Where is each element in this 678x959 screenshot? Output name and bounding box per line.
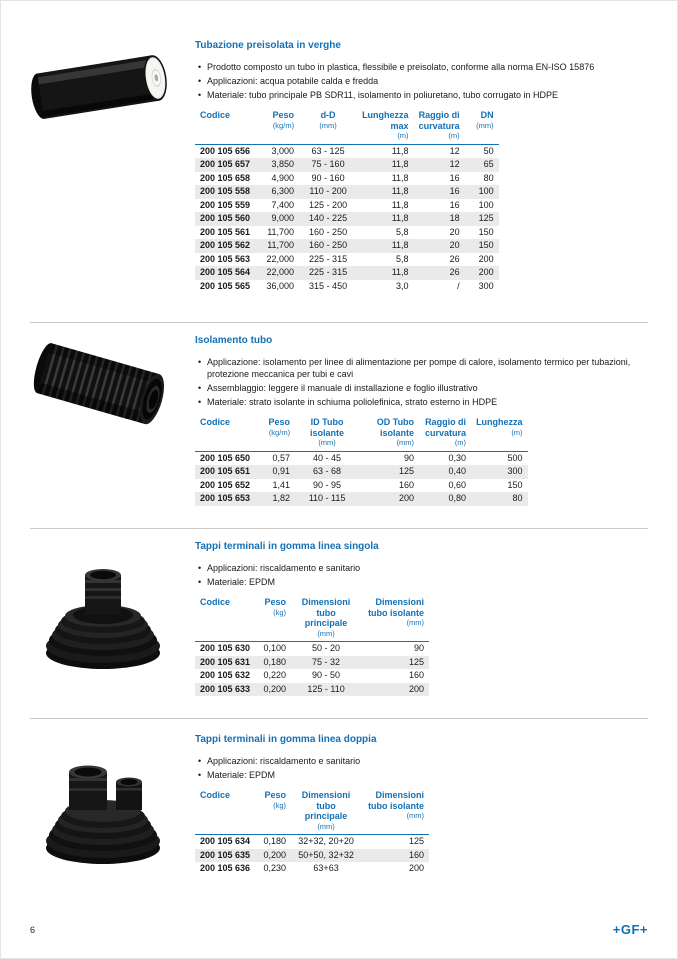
spec-table-insulation-tube — [195, 417, 528, 506]
column-header: Lunghezza (m) — [471, 417, 528, 451]
data-cell: 0,180 — [263, 656, 287, 667]
data-cell: 3,0 — [396, 280, 409, 291]
data-cell: 300 — [478, 280, 494, 291]
data-cell: 63 - 68 — [313, 466, 342, 476]
column-header: Peso (kg/m) — [255, 110, 299, 144]
data-cell: 63+63 — [313, 863, 339, 873]
section-title: Tubazione preisolata in verghe — [195, 40, 341, 51]
data-cell: 5,8 — [396, 226, 409, 237]
data-cell: / — [457, 280, 460, 291]
codice-cell: 200 105 634 — [200, 836, 251, 846]
codice-cell: 200 105 636 — [200, 863, 251, 873]
bullet-list — [195, 61, 635, 101]
data-cell: 26 — [449, 253, 460, 264]
data-cell: 6,300 — [271, 186, 295, 196]
table-row — [195, 683, 429, 697]
column-header: ID Tubo isolante (mm) — [295, 417, 359, 451]
data-cell: 32+32, 20+20 — [298, 836, 354, 846]
data-cell: 50 — [483, 145, 494, 156]
product-photo-end-cap-single — [36, 553, 171, 673]
product-photo-preinsulated-pipe — [28, 46, 183, 126]
data-cell: 0,100 — [263, 643, 287, 653]
table-row — [195, 158, 499, 172]
data-cell: 40 - 45 — [313, 452, 342, 463]
bullet-item: • Materiale: tubo principale PB SDR11, isolamento in poliuretano, tubo corrugato in HDPE — [207, 89, 635, 101]
table-row — [195, 479, 528, 493]
bullet-item: • Applicazioni: acqua potabile calda e fredda — [207, 75, 635, 87]
data-cell: 100 — [478, 186, 494, 196]
product-photo-insulation-tube — [28, 341, 178, 429]
data-cell: 11,8 — [391, 240, 409, 250]
table-row — [195, 862, 429, 876]
data-cell: 18 — [449, 213, 460, 223]
data-cell: 125 — [409, 836, 425, 846]
preinsulated-pipe-illustration — [28, 46, 183, 126]
codice-cell: 200 105 635 — [200, 849, 251, 860]
column-header: Peso (kg) — [255, 790, 291, 835]
data-cell: 11,8 — [391, 199, 409, 210]
column-header: Dimensioni tubo isolante (mm) — [361, 790, 429, 835]
data-cell: 125 — [478, 213, 494, 223]
data-cell: 200 — [478, 267, 494, 277]
product-photo-end-cap-double — [36, 748, 171, 868]
data-cell: 200 — [409, 683, 425, 694]
column-header: d-D (mm) — [299, 110, 357, 144]
section-title: Tappi terminali in gomma linea doppia — [195, 734, 377, 745]
data-cell: 50+50, 32+32 — [298, 849, 354, 860]
section-title: Tappi terminali in gomma linea singola — [195, 541, 379, 552]
gf-logo: +GF+ — [612, 922, 648, 937]
data-cell: 50 - 20 — [312, 643, 341, 653]
codice-cell: 200 105 633 — [200, 683, 251, 694]
table-row — [195, 226, 499, 240]
codice-cell: 200 105 651 — [200, 466, 251, 476]
data-cell: 90 - 95 — [313, 479, 342, 490]
codice-cell: 200 105 565 — [200, 280, 251, 291]
data-cell: 140 - 225 — [309, 213, 348, 223]
data-cell: 90 — [404, 452, 415, 463]
column-header: Dimensioni tubo isolante (mm) — [361, 597, 429, 642]
data-cell: 12 — [449, 145, 460, 156]
table-row — [195, 492, 528, 506]
data-cell: 0,230 — [263, 863, 287, 873]
data-cell: 0,30 — [448, 452, 467, 463]
data-cell: 9,000 — [271, 213, 295, 223]
data-cell: 80 — [512, 493, 523, 503]
data-cell: 11,700 — [267, 240, 295, 250]
data-cell: 22,000 — [266, 253, 295, 264]
data-cell: 16 — [449, 186, 460, 196]
data-cell: 65 — [483, 159, 494, 169]
data-cell: 0,200 — [263, 683, 287, 694]
data-cell: 100 — [478, 199, 494, 210]
data-cell: 500 — [507, 452, 523, 463]
data-cell: 0,180 — [263, 836, 287, 846]
column-header: Peso (kg/m) — [255, 417, 295, 451]
bullet-item: • Materiale: EPDM — [207, 576, 635, 588]
data-cell: 0,40 — [448, 466, 467, 476]
data-cell: 150 — [478, 226, 494, 237]
table-row — [195, 849, 429, 863]
codice-cell: 200 105 562 — [200, 240, 251, 250]
column-header: Raggio di curvatura (m) — [414, 110, 465, 144]
bullet-item: • Applicazioni: riscaldamento e sanitario — [207, 755, 635, 767]
data-cell: 125 - 200 — [309, 199, 348, 210]
data-cell: 0,57 — [272, 452, 291, 463]
codice-cell: 200 105 560 — [200, 213, 251, 223]
data-cell: 160 - 250 — [309, 226, 348, 237]
codice-cell: 200 105 652 — [200, 479, 251, 490]
spec-table-end-cap-double — [195, 790, 429, 876]
data-cell: 16 — [449, 199, 460, 210]
data-cell: 160 — [409, 670, 425, 680]
column-header: Codice — [195, 790, 255, 835]
table-row — [195, 239, 499, 253]
data-cell: 1,41 — [272, 479, 291, 490]
end-cap-double-illustration — [36, 748, 171, 868]
bullet-item: • Applicazioni: riscaldamento e sanitario — [207, 562, 635, 574]
data-cell: 11,8 — [391, 213, 409, 223]
table-row — [195, 280, 499, 294]
header-row — [195, 110, 499, 144]
data-cell: 1,82 — [272, 493, 291, 503]
codice-cell: 200 105 631 — [200, 656, 251, 667]
column-header: Codice — [195, 110, 255, 144]
codice-cell: 200 105 559 — [200, 199, 251, 210]
codice-cell: 200 105 630 — [200, 643, 251, 653]
column-header: Raggio di curvatura (m) — [419, 417, 471, 451]
data-cell: 75 - 32 — [312, 656, 341, 667]
codice-cell: 200 105 558 — [200, 186, 251, 196]
codice-cell: 200 105 658 — [200, 172, 251, 183]
data-cell: 0,80 — [448, 493, 467, 503]
page-number: 6 — [30, 925, 36, 935]
data-cell: 110 - 115 — [308, 493, 346, 503]
data-cell: 125 - 110 — [307, 683, 345, 694]
data-cell: 11,8 — [391, 172, 409, 183]
data-cell: 125 — [399, 466, 415, 476]
data-cell: 200 — [409, 863, 425, 873]
table-row — [195, 266, 499, 280]
data-cell: 11,8 — [391, 159, 409, 169]
data-cell: 20 — [449, 226, 460, 237]
column-header: Dimensioni tubo principale (mm) — [291, 790, 361, 835]
data-cell: 110 - 200 — [309, 186, 347, 196]
data-cell: 7,400 — [271, 199, 295, 210]
data-cell: 26 — [449, 267, 460, 277]
data-cell: 90 — [414, 643, 425, 653]
spec-table-preinsulated-pipe — [195, 110, 499, 293]
table-row — [195, 144, 499, 158]
data-cell: 75 - 160 — [311, 159, 345, 169]
data-cell: 225 - 315 — [309, 267, 348, 277]
data-cell: 160 - 250 — [309, 240, 348, 250]
data-cell: 12 — [449, 159, 460, 169]
table-row — [195, 199, 499, 213]
data-cell: 0,200 — [263, 849, 287, 860]
table-row — [195, 465, 528, 479]
insulation-tube-illustration — [28, 341, 178, 429]
bullet-item: • Prodotto composto un tubo in plastica, flessibile e preisolato, conforme alla norma EN-ISO 15876 — [207, 61, 635, 73]
data-cell: 200 — [478, 253, 494, 264]
bullet-list — [195, 356, 635, 408]
table-row — [195, 253, 499, 267]
data-cell: 11,8 — [391, 186, 409, 196]
codice-cell: 200 105 564 — [200, 267, 251, 277]
table-row — [195, 451, 528, 465]
bullet-item: • Materiale: EPDM — [207, 769, 635, 781]
data-cell: 125 — [409, 656, 425, 667]
data-cell: 90 - 160 — [311, 172, 345, 183]
data-cell: 0,220 — [263, 670, 287, 680]
bullet-item: • Materiale: strato isolante in schiuma poliolefinica, strato esterno in HDPE — [207, 396, 635, 408]
column-header: OD Tubo isolante (mm) — [359, 417, 419, 451]
section-title: Isolamento tubo — [195, 335, 273, 346]
column-header: Dimensioni tubo principale (mm) — [291, 597, 361, 642]
table-row — [195, 185, 499, 199]
data-cell: 3,000 — [271, 145, 295, 156]
section-divider — [30, 528, 648, 529]
codice-cell: 200 105 656 — [200, 145, 251, 156]
codice-cell: 200 105 657 — [200, 159, 251, 169]
data-cell: 63 - 125 — [311, 145, 345, 156]
data-cell: 225 - 315 — [309, 253, 348, 264]
bullet-item: • Assemblaggio: leggere il manuale di installazione e foglio illustrativo — [207, 382, 635, 394]
data-cell: 315 - 450 — [309, 280, 348, 291]
data-cell: 150 — [507, 479, 523, 490]
codice-cell: 200 105 563 — [200, 253, 251, 264]
data-cell: 300 — [507, 466, 523, 476]
codice-cell: 200 105 561 — [200, 226, 251, 237]
end-cap-single-illustration — [36, 553, 171, 673]
column-header: Codice — [195, 417, 255, 451]
data-cell: 16 — [449, 172, 460, 183]
data-cell: 3,850 — [271, 159, 295, 169]
data-cell: 200 — [399, 493, 415, 503]
data-cell: 80 — [483, 172, 494, 183]
table-row — [195, 212, 499, 226]
table-row — [195, 656, 429, 670]
bullet-list — [195, 755, 635, 781]
column-header: DN (mm) — [465, 110, 499, 144]
section-divider — [30, 718, 648, 719]
data-cell: 160 — [399, 479, 415, 490]
data-cell: 90 - 50 — [312, 670, 341, 680]
table-row — [195, 669, 429, 683]
table-row — [195, 172, 499, 186]
data-cell: 4,900 — [271, 172, 295, 183]
bullet-list — [195, 562, 635, 588]
codice-cell: 200 105 632 — [200, 670, 251, 680]
table-row — [195, 835, 429, 849]
table-row — [195, 642, 429, 656]
data-cell: 5,8 — [396, 253, 409, 264]
codice-cell: 200 105 653 — [200, 493, 251, 503]
spec-table-end-cap-single — [195, 597, 429, 696]
column-header: Lunghezza max (m) — [357, 110, 414, 144]
codice-cell: 200 105 650 — [200, 452, 251, 463]
data-cell: 20 — [449, 240, 460, 250]
data-cell: 11,700 — [267, 226, 295, 237]
data-cell: 22,000 — [266, 267, 295, 277]
data-cell: 0,60 — [448, 479, 467, 490]
bullet-item: • Applicazione: isolamento per linee di alimentazione per pompe di calore, isolamento termico per tubazioni, protezione meccanica per tubi e cavi — [207, 356, 635, 380]
header-row — [195, 417, 528, 451]
column-header: Peso (kg) — [255, 597, 291, 642]
header-row — [195, 597, 429, 642]
column-header: Codice — [195, 597, 255, 642]
data-cell: 0,91 — [272, 466, 291, 476]
section-divider — [30, 322, 648, 323]
data-cell: 150 — [478, 240, 494, 250]
data-cell: 11,8 — [391, 145, 409, 156]
header-row — [195, 790, 429, 835]
data-cell: 160 — [409, 849, 425, 860]
data-cell: 11,8 — [391, 267, 409, 277]
data-cell: 36,000 — [266, 280, 295, 291]
